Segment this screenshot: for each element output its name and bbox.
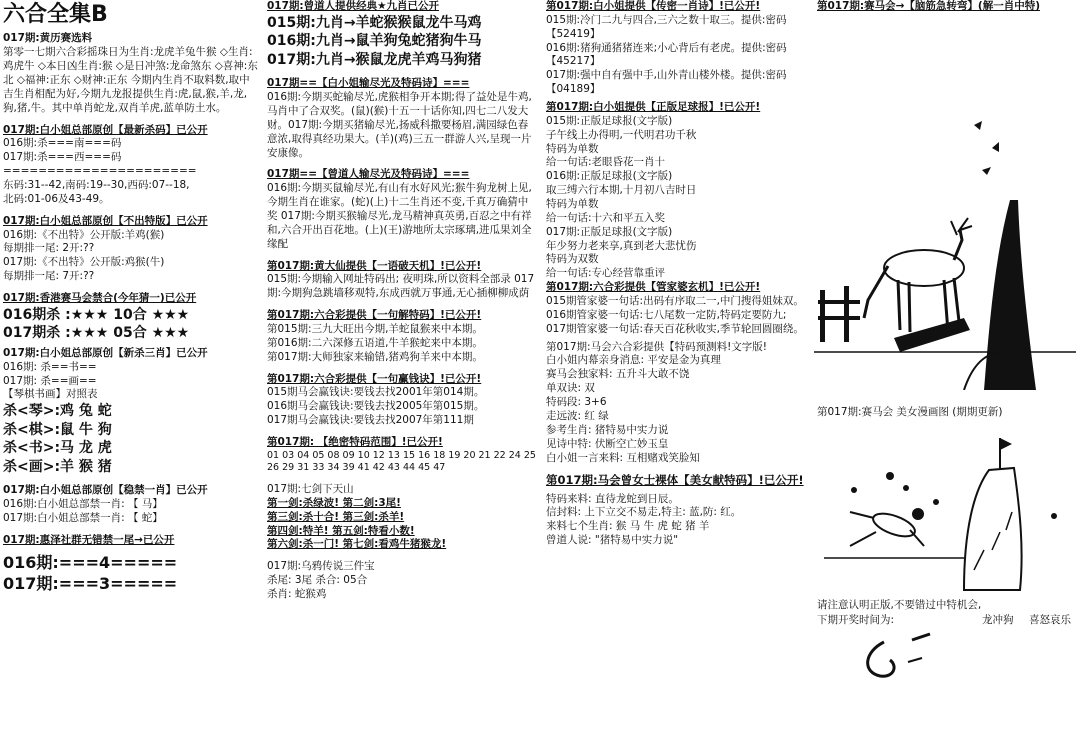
football-paper-line-6: 取三缚六行本期,十月初八吉时日 xyxy=(546,184,697,197)
forecast-heading: 第017期:马会六合彩提供【特码预测料!文字版! xyxy=(546,340,767,353)
one-line-code-heading: 第017期:六合彩提供【一句解特码】!已公开! xyxy=(267,309,482,322)
notice-line-1: 请注意认明正版,不要错过中特机会, xyxy=(817,599,982,611)
secret-poem-heading: 第017期:白小姐提供【传密一肖诗】!已公开! xyxy=(546,0,761,12)
no-special-016-tail: 每期排一尾: 2开:?? xyxy=(3,242,95,255)
nine-zodiac-016: 016期:九肖→鼠羊狗兔蛇猪狗牛马 xyxy=(267,33,482,50)
nine-zodiac-heading: 017期:曾道人提供经典★九肖已公开 xyxy=(267,0,440,12)
kill-three-row-hua: 杀<画>:羊 猴 猪 xyxy=(3,458,112,475)
ban-tail-heading: 017期:惠泽社群无错禁一尾→已公开 xyxy=(3,533,175,546)
almanac-heading: 017期:黄历赛选料 xyxy=(3,32,93,45)
seven-swords-heading: 017期:七剑下天山 xyxy=(267,482,354,495)
brain-teaser-heading: 第017期:赛马会→【脑筋急转弯】(解一肖中特) xyxy=(817,0,1041,12)
kill-code-017: 017期:杀===西===码 xyxy=(3,151,122,164)
win-money-016: 016期马会赢钱诀:要钱去找2005年第015期。 xyxy=(267,400,485,413)
seven-swords-line-2: 第三剑:杀十合! 第三剑:杀羊! xyxy=(267,510,405,523)
secret-poem-015: 015期:冷门二九与四合,三六之数十取三。提供:密码【52419】 xyxy=(546,13,787,40)
win-money-017: 017期马会赢钱诀:要钱去找2007年第111期 xyxy=(267,414,474,427)
separator: ====================== xyxy=(3,165,197,178)
ban-one-017: 017期:白小姐总部禁一肖: 【 蛇】 xyxy=(3,511,163,524)
secret-range-heading: 第017期: 【绝密特码范围】!已公开! xyxy=(267,436,443,449)
squiggle-doodle xyxy=(854,632,974,692)
football-paper-heading: 第017期:白小姐提供【正版足球报】!已公开! xyxy=(546,101,761,114)
housekeeper-heading: 第017期:六合彩提供【管家婆玄机】!已公开! xyxy=(546,281,761,294)
column-2 xyxy=(264,0,540,729)
no-special-017: 017期:《不出特》公开版:鸡猴(牛) xyxy=(3,256,165,269)
beauty-code-line-2: 信封料: 上下立交不易走,特主: 蓝,防: 红。 xyxy=(546,506,742,519)
crow-treasure-heading: 017期:乌鸦传说三件宝 xyxy=(267,560,375,573)
beauty-code-line-1: 特码来料: 直待龙蛇到日辰。 xyxy=(546,492,679,505)
secret-poem-016: 016期:猪狗通猪猪连来;小心背后有老虎。提供:密码【45217】 xyxy=(546,41,787,68)
huang-daxian-heading: 第017期:黄大仙提供【一语破天机】!已公开! xyxy=(267,259,482,272)
crow-treasure-line-1: 杀尾: 3尾 杀合: 05合 xyxy=(267,574,368,587)
seven-swords-line-3: 第四剑:特羊! 第五剑:特看小数! xyxy=(267,524,415,537)
banned-combo-016: 016期杀 :★★★ 10合 ★★★ xyxy=(3,306,190,323)
forecast-line-2: 赛马会独家料: 五升斗大敢不饶 xyxy=(546,368,690,381)
secret-range-numbers-1: 01 03 04 05 08 09 10 12 13 15 16 18 19 20 21 22 24 25 xyxy=(267,449,536,461)
forecast-line-5: 走远波: 红 绿 xyxy=(546,409,609,422)
notice-line-2: 下期开奖时间为: xyxy=(817,614,895,626)
ban-one-heading: 017期:白小姐总部原创【稳禁一肖】已公开 xyxy=(3,484,208,497)
one-line-code-017: 第017期:大师独家来输错,猪鸡狗羊来中本期。 xyxy=(267,350,483,363)
page-title: 六合全集B xyxy=(3,2,108,27)
forecast-line-8: 白小姐一言来料: 互相赌戏笑脸知 xyxy=(546,451,700,464)
zeng-poem-heading: 017期==【曾道人输尽光及特码诗】=== xyxy=(267,168,470,181)
seven-swords-line-4: 第六剑:杀一门! 第七剑:看鸡牛猪猴龙! xyxy=(267,538,447,551)
housekeeper-017: 017期管家婆一句话:春天百花秋收实,季节轮回圆圈绕。 xyxy=(546,322,804,335)
one-line-code-015: 第015期:三九大旺出今期,羊蛇鼠猴来中本期。 xyxy=(267,323,483,336)
football-paper-line-4: 给一句话:老眼昏花一肖十 xyxy=(546,156,666,169)
football-paper-line-9: 017期:正版足球报(文字版) xyxy=(546,225,673,238)
football-paper-line-7: 特码为单数 xyxy=(546,198,599,211)
kill-three-016: 016期: 杀==书== xyxy=(3,360,97,373)
secret-range-numbers-2: 26 29 31 33 34 39 41 42 43 44 45 47 xyxy=(267,462,446,474)
banned-combo-017: 017期杀 :★★★ 05合 ★★★ xyxy=(3,325,190,342)
football-paper-line-10: 年少努力老来享,真到老大悲忧伤 xyxy=(546,239,697,252)
no-special-017-tail: 每期排一尾: 7开:?? xyxy=(3,270,95,283)
win-money-heading: 第017期:六合彩提供【一句赢钱诀】!已公开! xyxy=(267,372,482,385)
kill-code-016: 016期:杀===南===码 xyxy=(3,137,122,150)
housekeeper-015: 015期管家婆一句话:出码有序取二一,中门搜得姐妹双。 xyxy=(546,295,804,308)
notice-riddle-1: 龙冲狗 xyxy=(982,614,1014,626)
golfer-illustration xyxy=(814,430,1076,595)
zeng-poem-body: 016期:今期买鼠输尽光,有山有水好风光;猴牛狗龙树上见,今期生肖在谁家。(蛇)(上)十二生肖还不变,千真万确猜中奖 017期:今期买猴输尽光,龙马精神真英勇,百忍之中有祥和,六合开出百花地。(上)(王)游地所太宗琢璃,进瓜果刘全缘配 xyxy=(267,182,532,250)
no-special-heading: 017期:白小姐总部原创【不出特版】已公开 xyxy=(3,214,208,227)
one-line-code-016: 第016期:二六深修五语道,牛羊猴蛇来中本期。 xyxy=(267,336,483,349)
kill-three-row-shu: 杀<书>:马 龙 虎 xyxy=(3,440,112,457)
football-paper-line-11: 特码为双数 xyxy=(546,253,599,266)
beauty-code-line-4: 曾道人说: "猪特易中实力说" xyxy=(546,534,679,547)
kill-three-heading: 017期:白小姐总部原创【新杀三肖】已公开 xyxy=(3,346,208,359)
huang-daxian-body: 015期:今期输入网址特码出; 夜明珠,所以资料全部录 017期:今期狗急跳墙移观特,东成西就万事通,无心插柳柳成荫 xyxy=(267,273,535,300)
forecast-line-1: 白小姐内幕亲身消息: 平安是金为真理 xyxy=(546,354,721,367)
forecast-line-4: 特码段: 3+6 xyxy=(546,396,607,409)
kill-three-row-qin: 杀<琴>:鸡 兔 蛇 xyxy=(3,403,112,420)
secret-poem-017: 017期:强中自有强中手,山外青山楼外楼。提供:密码【04189】 xyxy=(546,69,787,96)
deer-illustration xyxy=(814,90,1076,390)
kill-code-ranges-2: 北码:01-06及43-49。 xyxy=(3,192,110,205)
kill-code-ranges-1: 东码:31--42,南码:19--30,西码:07--18, xyxy=(3,178,190,191)
football-paper-line-5: 016期:正版足球报(文字版) xyxy=(546,170,673,183)
forecast-line-7: 见诗中特: 伏断空亡妙玉皇 xyxy=(546,437,669,450)
nine-zodiac-017: 017期:九肖→猴鼠龙虎羊鸡马狗猪 xyxy=(267,51,482,68)
beauty-cartoon-heading: 第017期:赛马会 美女漫画图 (期期更新) xyxy=(817,406,1003,418)
banned-combo-heading: 017期:香港赛马会禁合(今年猜一)已公开 xyxy=(3,292,197,304)
kill-code-heading: 017期:白小姐总部原创【最新杀码】已公开 xyxy=(3,123,208,136)
column-1 xyxy=(0,0,262,729)
ban-one-016: 016期:白小姐总部禁一肖: 【 马】 xyxy=(3,497,163,510)
football-paper-line-2: 子午线上办得明,一代明君功千秋 xyxy=(546,128,697,141)
football-paper-line-1: 015期:正版足球报(文字版) xyxy=(546,114,673,127)
housekeeper-016: 016期管家婆一句话:七八尾数一定防,特码定要防九; xyxy=(546,308,787,321)
kill-three-row-qi: 杀<棋>:鼠 牛 狗 xyxy=(3,421,112,438)
football-paper-line-12: 给一句话:专心经营靠重评 xyxy=(546,267,666,280)
lose-all-poem-body: 016期:今期买蛇输尽光,虎猴相争开本期;得了益处是牛鸡,马肖中了合双奖。(鼠)(猴)十五一十话你知,四七二八发大财。017期:今期买猪输尽光,扬威科撒要杨眉,满园绿色春意浓,取得真经功果大。(羊)(鸡)三五一群游人兴,呈现一片安康像。 xyxy=(267,91,532,159)
beauty-code-line-3: 来料七个生肖: 猴 马 牛 虎 蛇 猪 羊 xyxy=(546,520,710,533)
column-3 xyxy=(543,0,813,729)
win-money-015: 015期马会赢钱诀:要钱去找2001年第014期。 xyxy=(267,386,485,399)
beauty-code-heading: 第017期:马会曾女士裸体【美女献特码】!已公开! xyxy=(546,473,804,488)
almanac-body: 第零一七期六合彩摇珠日为生肖:龙虎羊兔牛猴 ◇生肖:鸡虎牛 ◇本日凶生肖:猴 ◇是日冲煞:龙命煞东 ◇喜神:东北 ◇福神:正东 ◇财神:正东 今期内生肖不取料数,取中吉生肖相配为好,今期九龙报提供生肖:虎,鼠,猴,羊,龙,狗,猪,牛。其中单肖蛇龙,双肖羊虎,蓝单防土水。 xyxy=(3,46,258,114)
nine-zodiac-015: 015期:九肖→羊蛇猴猴鼠龙牛马鸡 xyxy=(267,14,482,31)
football-paper-line-3: 特码为单数 xyxy=(546,142,599,155)
column-4 xyxy=(814,0,1080,729)
kill-three-table-title: 【琴棋书画】对照表 xyxy=(3,388,98,401)
football-paper-line-8: 给一句话:十六和平五入奖 xyxy=(546,211,666,224)
forecast-line-6: 参考生肖: 猪特易中实力说 xyxy=(546,423,669,436)
ban-tail-016: 016期:===4===== xyxy=(3,552,178,572)
notice-riddle-2: 喜怒哀乐 xyxy=(1029,614,1071,626)
ban-tail-017: 017期:===3===== xyxy=(3,573,178,593)
lose-all-poem-heading: 017期==【白小姐输尽光及特码诗】=== xyxy=(267,77,470,90)
kill-three-017: 017期: 杀==画== xyxy=(3,374,97,387)
seven-swords-line-1: 第一剑:杀绿波! 第二剑:3尾! xyxy=(267,496,401,509)
crow-treasure-line-2: 杀肖: 蛇猴鸡 xyxy=(267,587,327,600)
forecast-line-3: 单双诀: 双 xyxy=(546,382,595,395)
no-special-016: 016期:《不出特》公开版:羊鸡(猴) xyxy=(3,228,165,241)
